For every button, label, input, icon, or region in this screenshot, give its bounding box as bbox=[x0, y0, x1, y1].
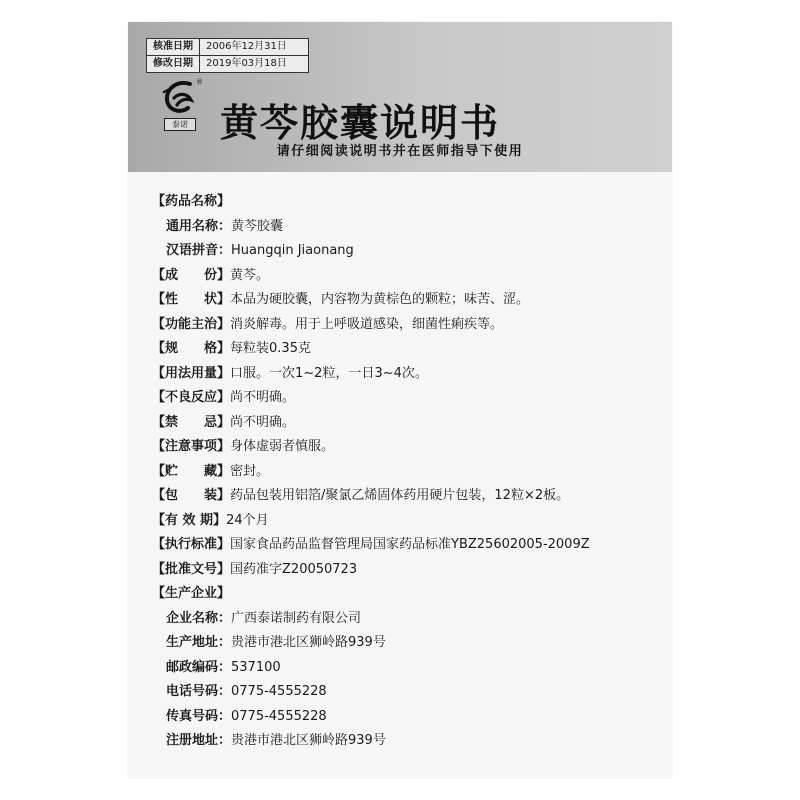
line-key: 【有 效 期】 bbox=[152, 512, 227, 528]
brand-name: 泰诺 bbox=[164, 118, 196, 131]
line-key: 通用名称： bbox=[166, 218, 232, 234]
document-title: 黄芩胶囊说明书 bbox=[220, 100, 501, 145]
line-key: 【执行标准】 bbox=[152, 537, 231, 552]
leaflet-line bbox=[152, 656, 667, 681]
line-key: 【包 装】 bbox=[152, 488, 231, 503]
line-value: 贵港市港北区狮岭路939号 bbox=[231, 733, 386, 748]
line-value: 本品为硬胶囊，内容物为黄棕色的颗粒；味苦、涩。 bbox=[230, 292, 530, 307]
line-value: 口服。一次1~2粒，一日3~4次。 bbox=[230, 365, 428, 381]
line-value: 537100 bbox=[231, 659, 281, 675]
line-value: 贵港市港北区狮岭路939号 bbox=[231, 635, 386, 650]
leaflet-header bbox=[128, 22, 672, 172]
leaflet-line bbox=[152, 533, 667, 558]
approval-date-value: 2006年12月31日 bbox=[200, 39, 309, 56]
line-key: 【用法用量】 bbox=[152, 365, 231, 381]
line-value: 尚不明确。 bbox=[230, 414, 296, 430]
line-value: 0775-4555228 bbox=[231, 708, 327, 724]
leaflet-sheet bbox=[128, 22, 672, 778]
line-value: 广西泰诺制药有限公司 bbox=[231, 610, 362, 626]
line-key: 【注意事项】 bbox=[152, 439, 231, 454]
line-value: 黄芩。 bbox=[230, 267, 270, 283]
revision-date-label: 修改日期 bbox=[147, 56, 200, 73]
leaflet-line bbox=[152, 484, 667, 509]
line-value: 24个月 bbox=[226, 512, 269, 528]
line-key: 【功能主治】 bbox=[152, 316, 231, 332]
line-key: 【禁 忌】 bbox=[152, 414, 231, 430]
line-value: 0775-4555228 bbox=[231, 684, 327, 699]
leaflet-line bbox=[152, 362, 667, 387]
leaflet-line bbox=[152, 729, 667, 754]
brand-logo-icon bbox=[160, 78, 198, 118]
line-key: 注册地址： bbox=[166, 733, 232, 748]
leaflet-line bbox=[152, 558, 667, 583]
brand-logo bbox=[160, 78, 203, 132]
leaflet-line bbox=[152, 190, 667, 215]
line-value: 每粒装0.35克 bbox=[230, 341, 311, 356]
line-value: 药品包装用铝箔/聚氯乙烯固体药用硬片包装，12粒×2板。 bbox=[230, 488, 570, 503]
leaflet-line bbox=[152, 313, 667, 338]
leaflet-line bbox=[152, 215, 667, 240]
revision-date-row bbox=[147, 56, 309, 73]
leaflet-line bbox=[152, 705, 667, 730]
leaflet-line bbox=[152, 239, 667, 264]
line-key: 【规 格】 bbox=[152, 341, 231, 356]
revision-date-value: 2019年03月18日 bbox=[200, 56, 309, 73]
line-key: 【贮 藏】 bbox=[152, 463, 231, 479]
line-value: 国家食品药品监督管理局国家药品标准YBZ25602005-2009Z bbox=[230, 537, 590, 552]
date-table bbox=[146, 38, 309, 73]
leaflet-line bbox=[152, 435, 667, 460]
approval-date-row bbox=[147, 39, 309, 56]
leaflet-line bbox=[152, 386, 667, 411]
line-key: 邮政编码： bbox=[166, 659, 232, 675]
leaflet-line bbox=[152, 411, 667, 436]
line-key: 【药品名称】 bbox=[152, 194, 231, 209]
leaflet-line bbox=[152, 288, 667, 313]
line-key: 【不良反应】 bbox=[152, 390, 231, 405]
leaflet-line bbox=[152, 264, 667, 289]
document-subtitle: 请仔细阅读说明书并在医师指导下使用 bbox=[276, 144, 524, 159]
approval-date-label: 核准日期 bbox=[147, 39, 200, 56]
line-key: 【成 份】 bbox=[152, 267, 231, 283]
line-key: 企业名称： bbox=[166, 610, 232, 626]
line-value: 尚不明确。 bbox=[230, 390, 296, 405]
line-value: 消炎解毒。用于上呼吸道感染，细菌性痢疾等。 bbox=[230, 316, 504, 332]
line-key: 电话号码： bbox=[166, 684, 232, 699]
line-value: 黄芩胶囊 bbox=[231, 218, 284, 234]
line-key: 【生产企业】 bbox=[152, 586, 231, 601]
leaflet-line bbox=[152, 680, 667, 705]
leaflet-line bbox=[152, 337, 667, 362]
line-key: 传真号码： bbox=[166, 708, 232, 724]
leaflet-body bbox=[152, 190, 667, 754]
line-key: 【批准文号】 bbox=[152, 561, 231, 577]
registered-mark-icon: ® bbox=[196, 78, 203, 86]
line-value: Huangqin Jiaonang bbox=[231, 243, 354, 258]
line-value: 身体虚弱者慎服。 bbox=[230, 439, 335, 454]
leaflet-line bbox=[152, 607, 667, 632]
leaflet-line bbox=[152, 509, 667, 534]
leaflet-line bbox=[152, 582, 667, 607]
line-key: 汉语拼音： bbox=[166, 243, 232, 258]
line-key: 生产地址： bbox=[166, 635, 232, 650]
line-key: 【性 状】 bbox=[152, 292, 231, 307]
line-value: 密封。 bbox=[230, 463, 270, 479]
line-value: 国药准字Z20050723 bbox=[230, 561, 358, 577]
leaflet-line bbox=[152, 460, 667, 485]
leaflet-line bbox=[152, 631, 667, 656]
